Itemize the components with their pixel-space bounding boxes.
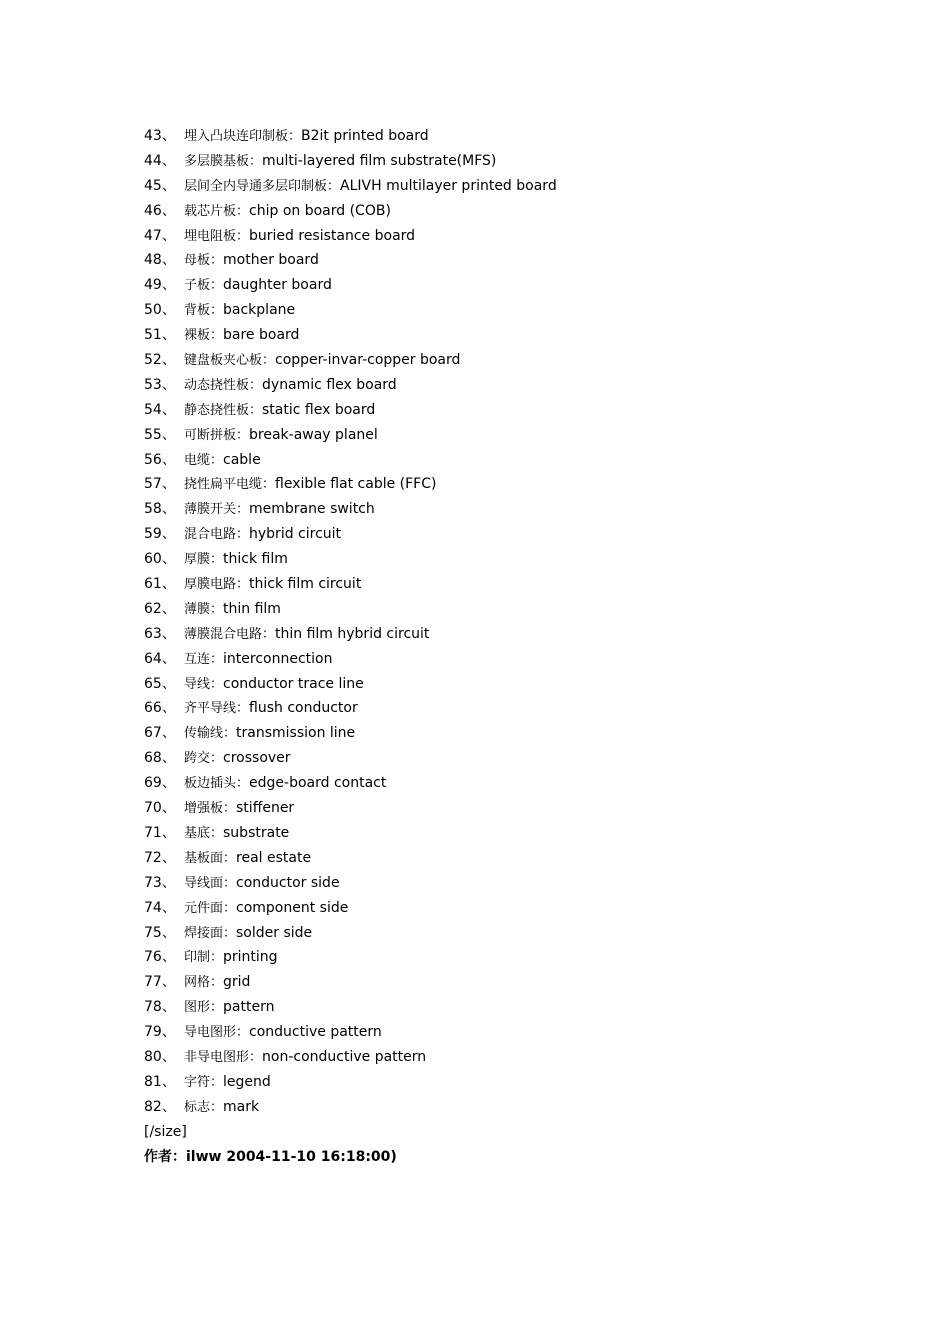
english-term: edge-board contact xyxy=(249,775,387,792)
list-item xyxy=(144,373,904,398)
chinese-term: 载芯片板： xyxy=(184,203,250,219)
english-term: conductor side xyxy=(236,874,340,891)
list-item xyxy=(144,348,904,373)
list-item xyxy=(144,423,904,448)
item-number: 74、 xyxy=(144,899,176,916)
list-item xyxy=(144,597,904,622)
english-term: static flex board xyxy=(262,401,376,418)
english-term: legend xyxy=(223,1073,271,1090)
chinese-term: 图形： xyxy=(184,1000,224,1016)
item-number: 61、 xyxy=(144,576,176,593)
list-item xyxy=(144,821,904,846)
list-item xyxy=(144,970,904,995)
chinese-term: 导线： xyxy=(184,676,224,692)
item-number: 64、 xyxy=(144,650,176,667)
item-number: 67、 xyxy=(144,725,176,742)
list-item xyxy=(144,945,904,970)
english-term: mark xyxy=(223,1098,260,1115)
chinese-term: 齐平导线： xyxy=(184,701,250,717)
chinese-term: 焊接面： xyxy=(184,925,237,941)
list-item xyxy=(144,199,904,224)
chinese-term: 薄膜： xyxy=(184,601,224,617)
closing-tag-text: [/size] xyxy=(144,1123,187,1140)
list-item xyxy=(144,746,904,771)
list-item xyxy=(144,273,904,298)
english-term: substrate xyxy=(223,824,290,841)
item-number: 72、 xyxy=(144,849,176,866)
chinese-term: 混合电路： xyxy=(184,527,250,543)
chinese-term: 薄膜混合电路： xyxy=(184,626,276,642)
item-number: 63、 xyxy=(144,625,176,642)
english-term: membrane switch xyxy=(249,501,375,518)
chinese-term: 静态挠性板： xyxy=(184,402,263,418)
english-term: stiffener xyxy=(236,800,295,817)
english-term: ALIVH multilayer printed board xyxy=(340,177,557,194)
chinese-term: 薄膜开关： xyxy=(184,502,250,518)
list-item xyxy=(144,497,904,522)
chinese-term: 字符： xyxy=(184,1074,224,1090)
english-term: interconnection xyxy=(223,650,333,667)
english-term: buried resistance board xyxy=(249,227,416,244)
chinese-term: 导电图形： xyxy=(184,1025,250,1041)
item-number: 82、 xyxy=(144,1098,176,1115)
english-term: pattern xyxy=(223,999,275,1016)
chinese-term: 背板： xyxy=(184,303,224,319)
english-term: conductor trace line xyxy=(223,675,364,692)
english-term: thin film xyxy=(223,600,281,617)
glossary-list xyxy=(144,124,904,1120)
item-number: 52、 xyxy=(144,352,176,369)
english-term: daughter board xyxy=(223,277,332,294)
item-number: 66、 xyxy=(144,700,176,717)
english-term: dynamic flex board xyxy=(262,376,397,393)
english-term: conductive pattern xyxy=(249,1024,382,1041)
list-item xyxy=(144,149,904,174)
english-term: backplane xyxy=(223,302,296,319)
list-item xyxy=(144,1020,904,1045)
chinese-term: 动态挠性板： xyxy=(184,377,263,393)
chinese-term: 非导电图形： xyxy=(184,1049,263,1065)
item-number: 62、 xyxy=(144,600,176,617)
chinese-term: 厚膜电路： xyxy=(184,577,250,593)
item-number: 65、 xyxy=(144,675,176,692)
english-term: real estate xyxy=(236,849,312,866)
item-number: 71、 xyxy=(144,824,176,841)
item-number: 79、 xyxy=(144,1024,176,1041)
english-term: multi-layered film substrate(MFS) xyxy=(262,152,497,169)
chinese-term: 键盘板夹心板： xyxy=(184,353,276,369)
chinese-term: 跨交： xyxy=(184,751,224,767)
chinese-term: 埋入凸块连印制板： xyxy=(184,129,302,144)
chinese-term: 印制： xyxy=(184,950,224,966)
item-number: 54、 xyxy=(144,401,176,418)
chinese-term: 基板面： xyxy=(184,850,237,866)
chinese-term: 电缆： xyxy=(184,452,224,468)
list-item xyxy=(144,224,904,249)
english-term: printing xyxy=(223,949,278,966)
english-term: crossover xyxy=(223,750,291,767)
item-number: 46、 xyxy=(144,202,176,219)
english-term: flexible flat cable (FFC) xyxy=(275,476,437,493)
chinese-term: 厚膜： xyxy=(184,552,224,568)
item-number: 78、 xyxy=(144,999,176,1016)
item-number: 69、 xyxy=(144,775,176,792)
item-number: 48、 xyxy=(144,252,176,269)
list-item xyxy=(144,921,904,946)
chinese-term: 层间全内导通多层印制板： xyxy=(184,178,341,194)
english-term: chip on board (COB) xyxy=(249,202,391,219)
list-item xyxy=(144,796,904,821)
list-item xyxy=(144,696,904,721)
english-term: bare board xyxy=(223,327,300,344)
english-term: solder side xyxy=(236,924,313,941)
item-number: 58、 xyxy=(144,501,176,518)
english-term: break-away planel xyxy=(249,426,378,443)
list-item xyxy=(144,995,904,1020)
list-item xyxy=(144,1045,904,1070)
chinese-term: 增强板： xyxy=(184,801,237,817)
item-number: 53、 xyxy=(144,376,176,393)
item-number: 70、 xyxy=(144,800,176,817)
list-item xyxy=(144,572,904,597)
item-number: 51、 xyxy=(144,327,176,344)
list-item xyxy=(144,672,904,697)
english-term: transmission line xyxy=(236,725,356,742)
list-item xyxy=(144,871,904,896)
item-number: 49、 xyxy=(144,277,176,294)
english-term: thick film circuit xyxy=(249,576,362,593)
english-term: mother board xyxy=(223,252,319,269)
english-term: B2it printed board xyxy=(301,128,429,144)
chinese-term: 埋电阻板： xyxy=(184,228,250,244)
item-number: 75、 xyxy=(144,924,176,941)
chinese-term: 基底： xyxy=(184,825,224,841)
list-item xyxy=(144,174,904,199)
list-item xyxy=(144,398,904,423)
list-item xyxy=(144,448,904,473)
list-item xyxy=(144,547,904,572)
english-term: thick film xyxy=(223,551,288,568)
item-number: 57、 xyxy=(144,476,176,493)
list-item xyxy=(144,1095,904,1120)
list-item xyxy=(144,522,904,547)
list-item xyxy=(144,1070,904,1095)
english-term: component side xyxy=(236,899,349,916)
glossary-content xyxy=(144,124,904,1169)
chinese-term: 网格： xyxy=(184,975,224,991)
list-item xyxy=(144,124,904,149)
chinese-term: 传输线： xyxy=(184,726,237,742)
list-item xyxy=(144,622,904,647)
item-number: 55、 xyxy=(144,426,176,443)
item-number: 45、 xyxy=(144,177,176,194)
chinese-term: 互连： xyxy=(184,651,224,667)
list-item xyxy=(144,846,904,871)
author-line: 作者：ilww 2004-11-10 16:18:00) xyxy=(144,1148,397,1165)
list-item xyxy=(144,472,904,497)
item-number: 43、 xyxy=(144,128,176,144)
item-number: 47、 xyxy=(144,227,176,244)
item-number: 59、 xyxy=(144,526,176,543)
english-term: copper-invar-copper board xyxy=(275,352,461,369)
list-item xyxy=(144,248,904,273)
list-item xyxy=(144,721,904,746)
list-item xyxy=(144,896,904,921)
english-term: hybrid circuit xyxy=(249,526,342,543)
english-term: non-conductive pattern xyxy=(262,1048,427,1065)
item-number: 77、 xyxy=(144,974,176,991)
english-term: thin film hybrid circuit xyxy=(275,625,430,642)
item-number: 50、 xyxy=(144,302,176,319)
chinese-term: 挠性扁平电缆： xyxy=(184,477,276,493)
item-number: 60、 xyxy=(144,551,176,568)
item-number: 73、 xyxy=(144,874,176,891)
english-term: cable xyxy=(223,451,261,468)
chinese-term: 母板： xyxy=(184,253,224,269)
chinese-term: 元件面： xyxy=(184,900,237,916)
list-item xyxy=(144,323,904,348)
list-item xyxy=(144,298,904,323)
chinese-term: 导线面： xyxy=(184,875,237,891)
item-number: 56、 xyxy=(144,451,176,468)
english-term: grid xyxy=(223,974,251,991)
english-term: flush conductor xyxy=(249,700,358,717)
chinese-term: 多层膜基板： xyxy=(184,153,263,169)
item-number: 68、 xyxy=(144,750,176,767)
list-item xyxy=(144,771,904,796)
chinese-term: 可断拼板： xyxy=(184,427,250,443)
chinese-term: 子板： xyxy=(184,278,224,294)
chinese-term: 标志： xyxy=(184,1099,224,1115)
item-number: 80、 xyxy=(144,1048,176,1065)
chinese-term: 裸板： xyxy=(184,328,224,344)
list-item xyxy=(144,647,904,672)
item-number: 44、 xyxy=(144,152,176,169)
chinese-term: 板边插头： xyxy=(184,776,250,792)
item-number: 76、 xyxy=(144,949,176,966)
item-number: 81、 xyxy=(144,1073,176,1090)
